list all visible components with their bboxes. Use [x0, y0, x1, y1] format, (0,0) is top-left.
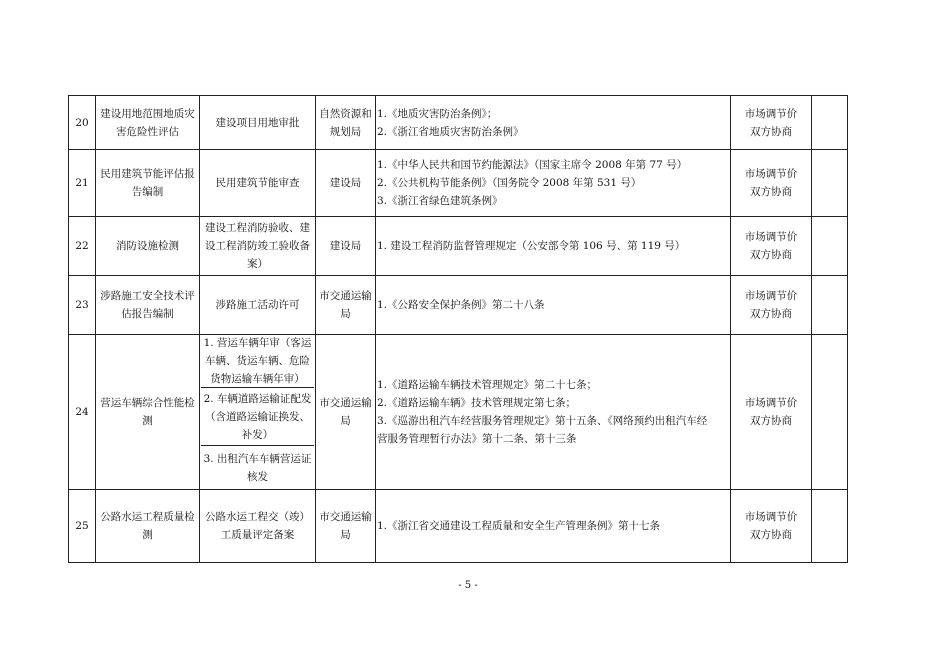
approval-matter-line: 工质量评定备案 [220, 529, 295, 541]
legal-basis-line: 1.《地质灾害防治条例》； [377, 107, 498, 120]
approval-matter-cell [200, 276, 316, 335]
department-cell [316, 217, 376, 276]
legal-basis-line: 1. 建设工程消防监督管理规定（公安部令第 106 号、第 119 号） [377, 240, 686, 252]
service-item-text: 估报告编制 [121, 308, 174, 320]
legal-basis-cell [376, 276, 731, 335]
remarks-cell [812, 96, 848, 150]
legal-basis-cell [376, 96, 731, 150]
department-line: 市交通运输 [319, 397, 372, 409]
service-table [68, 95, 848, 563]
pricing-line: 双方协商 [750, 415, 792, 427]
row-number: 21 [69, 150, 96, 217]
service-item-text: 公路水运工程质量检 [100, 511, 195, 523]
pricing-line: 市场调节价 [744, 107, 798, 120]
row-number: 25 [69, 490, 96, 563]
department-line: 自然资源和 [319, 107, 372, 120]
approval-matter-line: 货物运输车辆年审） [210, 373, 305, 385]
approval-matter-line: 案） [247, 258, 268, 270]
row-number: 24 [69, 335, 96, 490]
pricing-line: 双方协商 [750, 249, 792, 261]
service-item-text: 民用建筑节能评估报 [100, 168, 195, 180]
approval-matter-cell [200, 335, 316, 490]
approval-matter-line: 建设项目用地审批 [215, 116, 300, 129]
pricing-line: 市场调节价 [744, 397, 798, 409]
approval-matter-line: 设工程消防竣工验收备 [205, 240, 310, 252]
department-cell [316, 490, 376, 563]
legal-basis-line: 3.《浙江省绿色建筑条例》 [377, 195, 503, 207]
approval-matter-part [201, 335, 314, 387]
service-item-cell [96, 217, 200, 276]
table-row [69, 150, 848, 217]
service-item-text: 建设用地范围地质灾 [100, 107, 195, 120]
legal-basis-line: 2.《道路运输车辆》技术管理规定第七条； [377, 397, 577, 409]
pricing-line: 双方协商 [750, 308, 792, 320]
department-line: 建设局 [329, 177, 362, 189]
table-row [69, 276, 848, 335]
table-row [69, 490, 848, 563]
table-row [69, 217, 848, 276]
department-cell [316, 335, 376, 490]
remarks-cell [812, 150, 848, 217]
pricing-cell [731, 217, 812, 276]
legal-basis-cell [376, 217, 731, 276]
service-item-text: 营运车辆综合性能检 [100, 397, 195, 409]
remarks-cell [812, 217, 848, 276]
department-line: 市交通运输 [319, 290, 372, 302]
pricing-cell [731, 150, 812, 217]
approval-matter-line: 1. 营运车辆年审（客运 [203, 337, 312, 349]
department-line: 局 [340, 529, 351, 541]
table-row [69, 96, 848, 150]
approval-matter-line: 建设工程消防验收、建 [205, 222, 310, 234]
legal-basis-line: 1.《公路安全保护条例》第二十八条 [377, 299, 545, 311]
service-item-cell [96, 335, 200, 490]
pricing-line: 市场调节价 [744, 290, 798, 302]
legal-basis-cell [376, 335, 731, 490]
department-line: 建设局 [329, 240, 362, 252]
approval-matter-line: 2. 车辆道路运输证配发 [203, 392, 312, 405]
legal-basis-line: 3.《巡游出租汽车经营服务管理规定》第十五条、《网络预约出租汽车经 [377, 415, 708, 427]
row-number: 20 [69, 96, 96, 150]
pricing-cell [731, 276, 812, 335]
remarks-cell [812, 490, 848, 563]
approval-matter-part-text [204, 450, 312, 486]
service-item-cell [96, 276, 200, 335]
remarks-cell [812, 335, 848, 490]
approval-matter-cell [200, 490, 316, 563]
service-item-cell [96, 490, 200, 563]
pricing-line: 双方协商 [750, 125, 792, 138]
remarks-cell [812, 276, 848, 335]
approval-matter-part-text [204, 390, 312, 444]
department-line: 局 [340, 415, 351, 427]
approval-matter-line: 民用建筑节能审查 [215, 177, 300, 189]
table-body [69, 96, 848, 563]
approval-matter-line: 涉路施工活动许可 [215, 299, 300, 311]
approval-matter-cell [200, 217, 316, 276]
approval-matter-part [201, 387, 314, 445]
approval-matter-line: 车辆、货运车辆、危险 [204, 355, 310, 367]
approval-matter-line: （含道路运输证换发、 [204, 410, 310, 423]
approval-matter-line: 核发 [246, 470, 268, 483]
pricing-cell [731, 96, 812, 150]
pricing-cell [731, 335, 812, 490]
legal-basis-line: 营服务管理暂行办法》第十二条、第十三条 [377, 433, 577, 445]
approval-matter-line: 补发） [241, 428, 274, 441]
legal-basis-cell [376, 150, 731, 217]
pricing-line: 市场调节价 [744, 231, 798, 243]
row-number: 22 [69, 217, 96, 276]
service-item-text: 消防设施检测 [116, 240, 179, 252]
approval-matter-line: 3. 出租汽车车辆营运证 [203, 452, 312, 465]
legal-basis-line: 2.《浙江省地质灾害防治条例》 [377, 125, 524, 138]
page-number: - 5 - [458, 580, 478, 591]
legal-basis-line: 1.《中华人民共和国节约能源法》（国家主席令 2008 年第 77 号） [377, 159, 688, 171]
row-number: 23 [69, 276, 96, 335]
service-item-cell [96, 150, 200, 217]
service-item-text: 告编制 [131, 186, 164, 198]
department-line: 局 [340, 308, 351, 320]
service-item-text: 害危险性评估 [116, 125, 179, 138]
pricing-line: 双方协商 [750, 529, 792, 541]
pricing-cell [731, 490, 812, 563]
legal-basis-line: 1.《道路运输车辆技术管理规定》第二十七条； [377, 379, 598, 391]
pricing-line: 市场调节价 [744, 511, 798, 523]
department-cell [316, 150, 376, 217]
approval-matter-line: 公路水运工程交（竣） [205, 511, 310, 523]
legal-basis-cell [376, 490, 731, 563]
department-line: 规划局 [329, 125, 362, 138]
approval-matter-split [201, 335, 314, 489]
approval-matter-cell [200, 96, 316, 150]
department-line: 市交通运输 [319, 511, 372, 523]
service-item-text: 测 [142, 415, 153, 427]
pricing-line: 双方协商 [750, 186, 792, 198]
approval-matter-part [201, 445, 314, 489]
legal-basis-line: 2.《公共机构节能条例》（国务院令 2008 年第 531 号） [377, 177, 642, 189]
service-item-text: 涉路施工安全技术评 [100, 290, 195, 302]
service-item-cell [96, 96, 200, 150]
department-cell [316, 96, 376, 150]
service-item-text: 测 [142, 529, 153, 541]
legal-basis-line: 1.《浙江省交通建设工程质量和安全生产管理条例》第十七条 [377, 520, 661, 532]
table-row [69, 335, 848, 490]
department-cell [316, 276, 376, 335]
approval-matter-part-text [204, 335, 312, 389]
pricing-line: 市场调节价 [744, 168, 798, 180]
approval-matter-cell [200, 150, 316, 217]
